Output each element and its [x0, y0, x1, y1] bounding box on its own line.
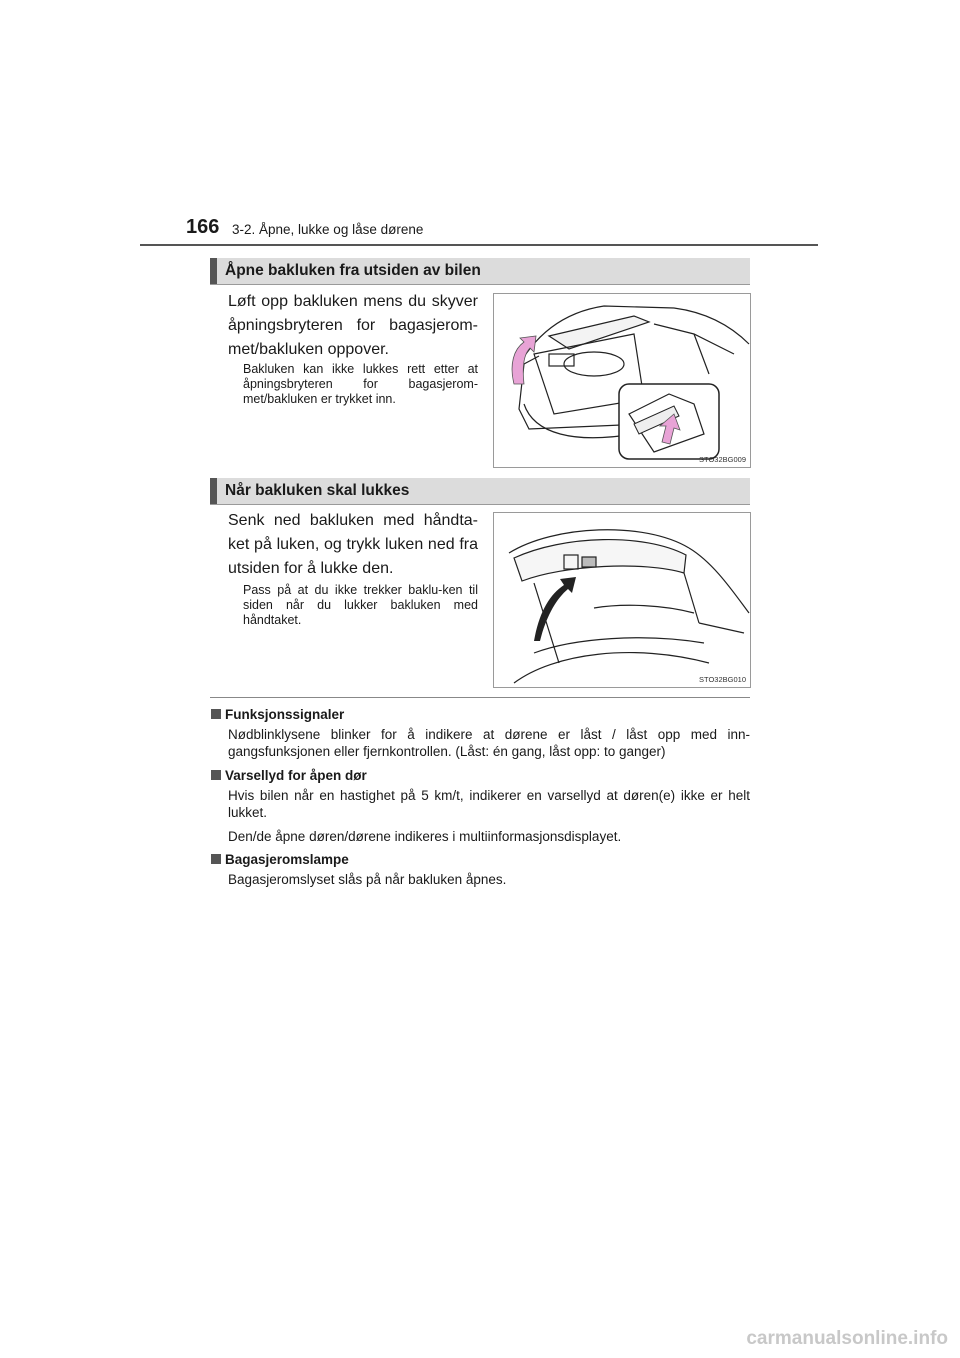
section-title-close: Når bakluken skal lukkes: [225, 482, 410, 499]
header-rule: [140, 244, 818, 246]
section-bar: [210, 478, 217, 504]
page-number: 166: [186, 216, 220, 238]
section-title-open: Åpne bakluken fra utsiden av bilen: [225, 262, 481, 279]
section-header-open: [210, 258, 750, 285]
note-body-signals: Nødblinklysene blinker for å indikere at dørene er låst / låst opp med inn-gangsfunksjonen eller fjernkontrollen. (Låst: én gang, låst opp: to ganger): [228, 727, 750, 759]
open-tailgate-illustration: [494, 513, 750, 687]
section-bar: [210, 258, 217, 284]
note-body-door-warning-1: Hvis bilen når en hastighet på 5 km/t, indikerer en varsellyd at døren(e) ikke er helt lukket.: [228, 788, 750, 820]
note-close: Pass på at du ikke trekker baklu-ken til siden når du lukker bakluken med håndtaket.: [243, 583, 478, 627]
figure-code: STO32BG009: [699, 455, 746, 464]
square-bullet-icon: [211, 854, 221, 864]
section-header-close: [210, 478, 750, 505]
note-heading-trunk-light: Bagasjeromslampe: [211, 852, 349, 867]
note-heading-door-warning: Varsellyd for åpen dør: [211, 768, 367, 783]
note-heading-signals: Funksjonssignaler: [211, 707, 344, 722]
notes-rule: [210, 697, 750, 698]
note-body-trunk-light: Bagasjeromslyset slås på når bakluken åpnes.: [228, 872, 507, 887]
square-bullet-icon: [211, 709, 221, 719]
figure-code: STO32BG010: [699, 675, 746, 684]
car-rear-illustration: [494, 294, 750, 467]
square-bullet-icon: [211, 770, 221, 780]
watermark: carmanualsonline.info: [746, 1328, 948, 1349]
note-body-door-warning-2: Den/de åpne døren/dørene indikeres i multiinformasjonsdisplayet.: [228, 829, 622, 844]
chapter-title: 3-2. Åpne, lukke og låse dørene: [232, 222, 424, 237]
figure-close-tailgate: [493, 512, 751, 688]
arrow-down-icon: [534, 577, 576, 641]
instruction-open: Løft opp bakluken mens du skyver åpningsbryteren for bagasjerom-met/bakluken oppover.: [228, 293, 478, 358]
note-open: Bakluken kan ikke lukkes rett etter at åpningsbryteren for bagasjerom-met/bakluken er trykket inn.: [243, 362, 478, 406]
instruction-close: Senk ned bakluken med håndta-ket på luken, og trykk luken ned fra utsiden for å lukke den.: [228, 512, 478, 577]
figure-open-tailgate: [493, 293, 751, 468]
